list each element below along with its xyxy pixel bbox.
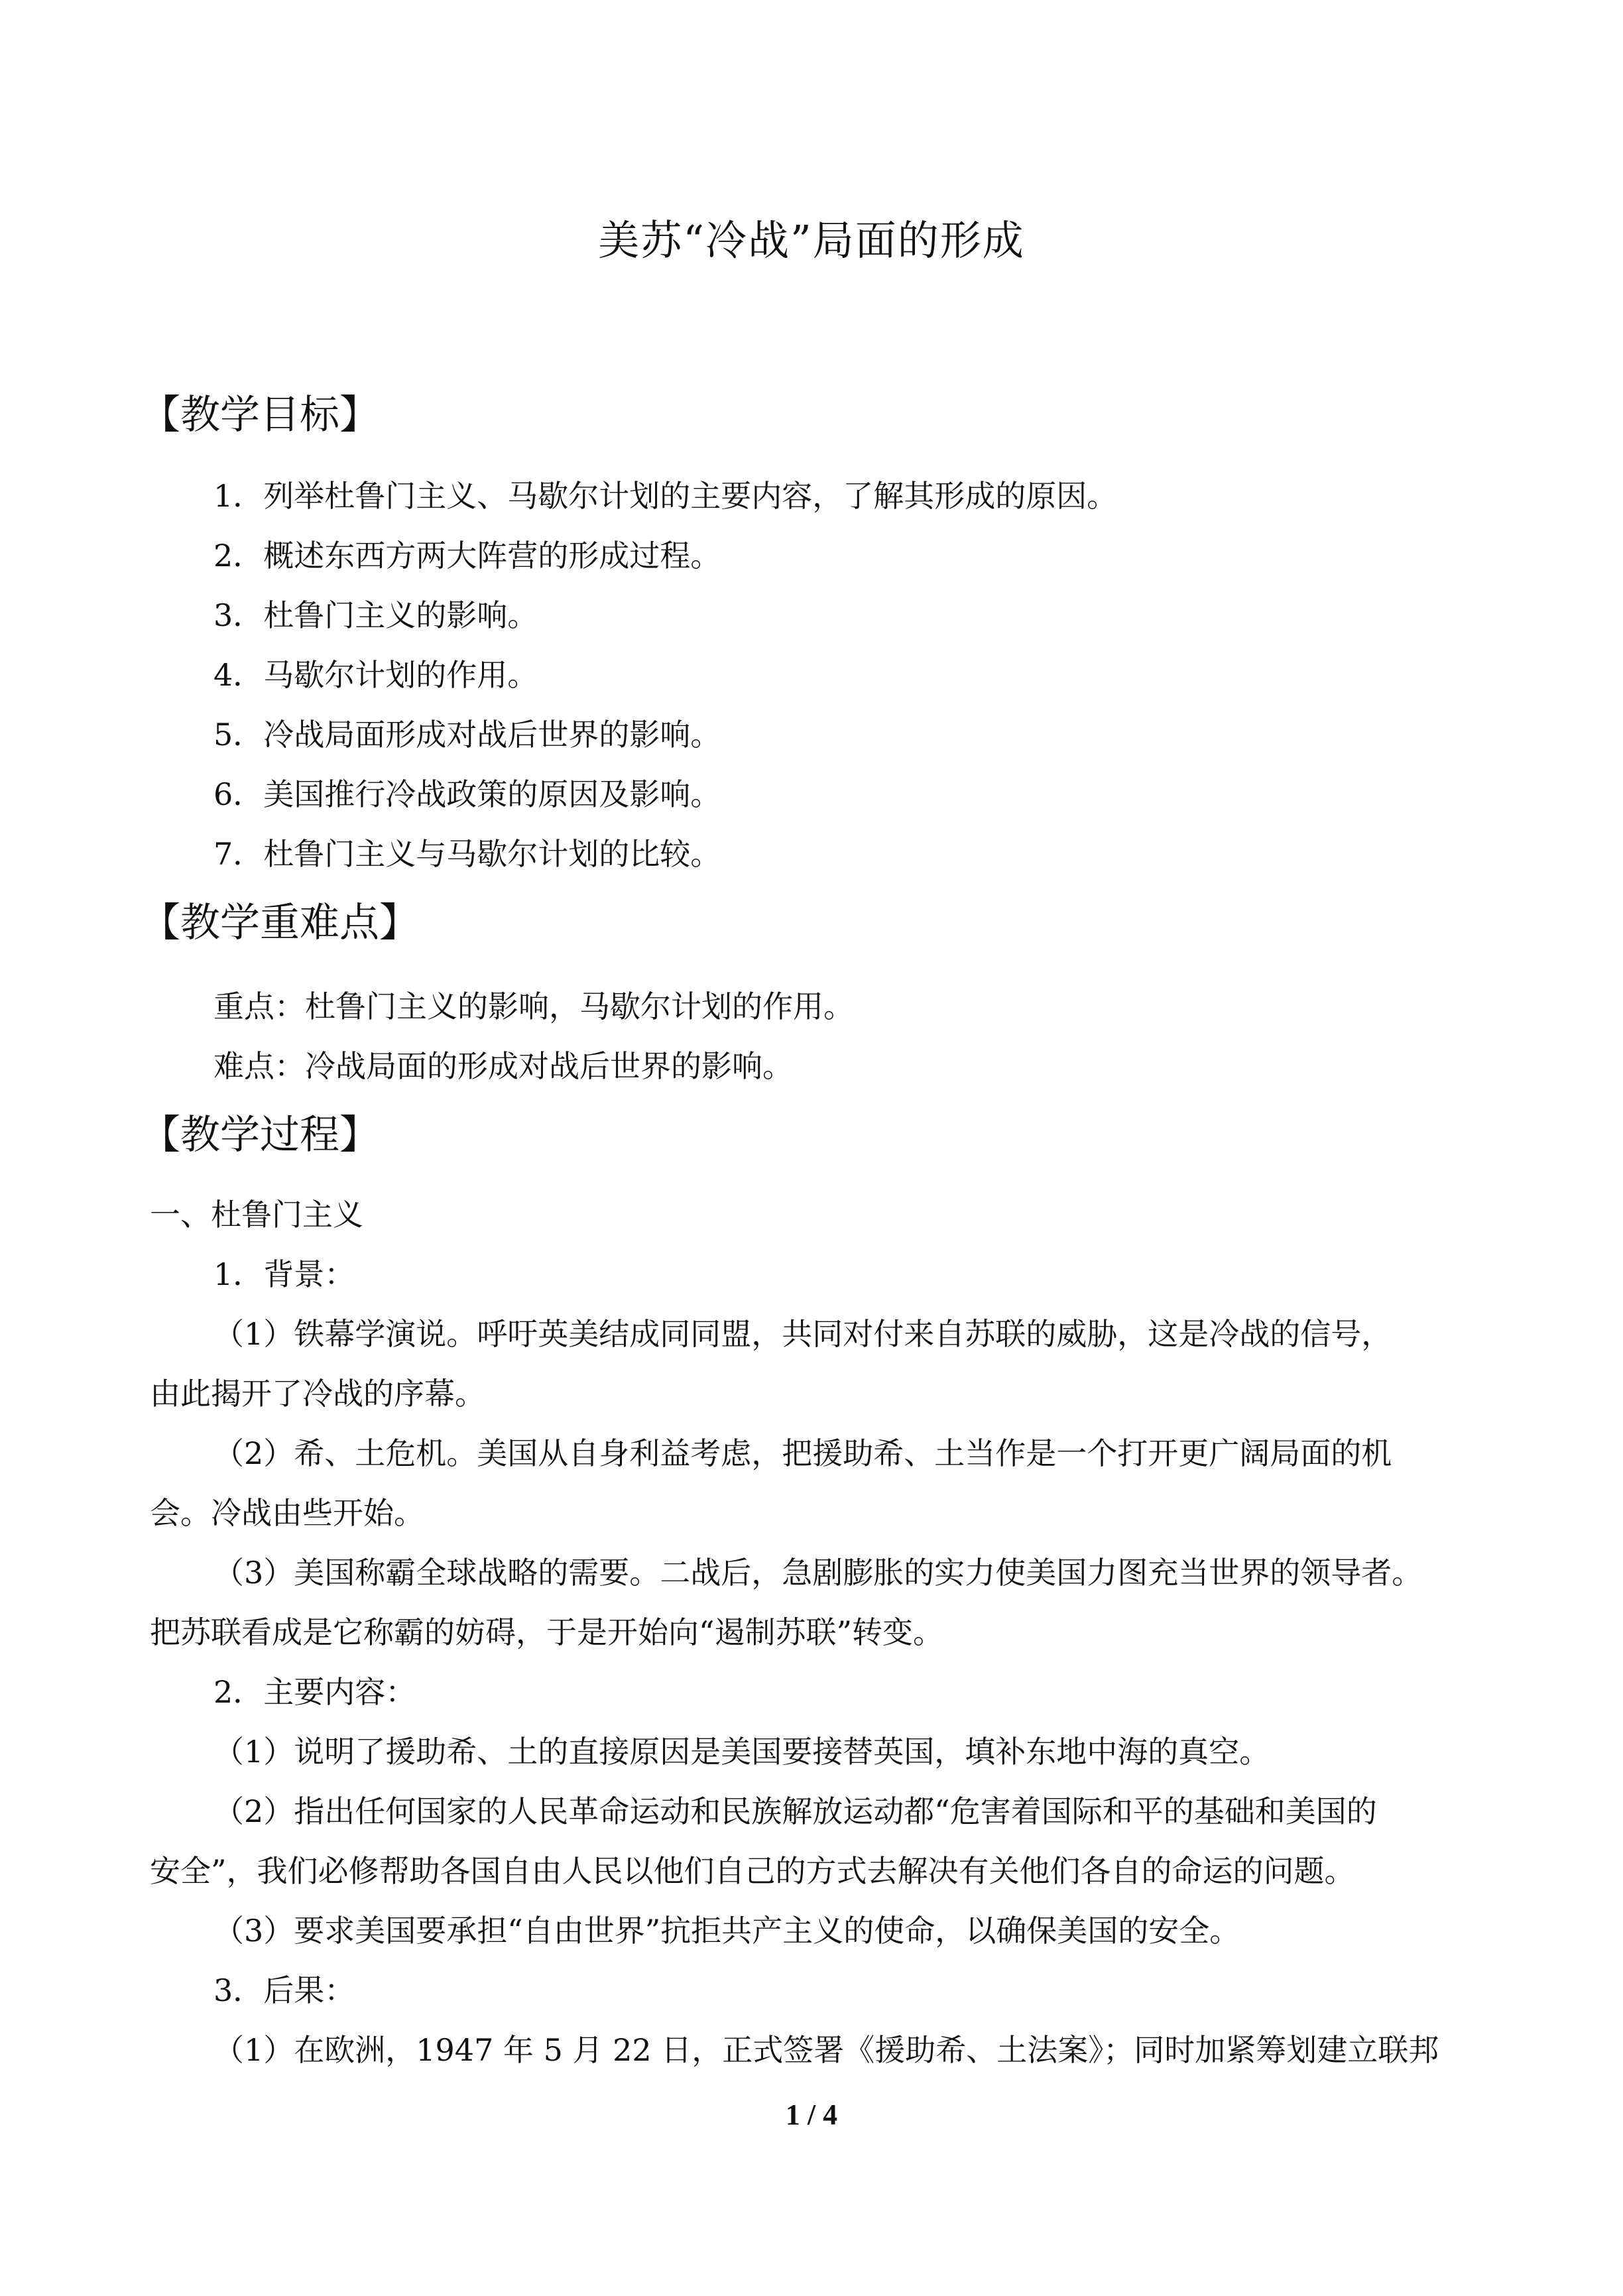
objective-item-2: 2．概述东西方两大阵营的形成过程。: [213, 538, 721, 574]
result-title: 3．后果：: [213, 1972, 355, 2008]
background-item-2-line-2: 会。冷战由些开始。: [150, 1495, 424, 1531]
objective-item-7: 7．杜鲁门主义与马歇尔计划的比较。: [213, 836, 721, 872]
objective-item-4: 4．马歇尔计划的作用。: [213, 657, 538, 693]
result-item-1-line-1: （1）在欧洲，1947 年 5 月 22 日，正式签署《援助希、土法案》；同时加紧筹划建立联邦: [213, 2032, 1439, 2068]
background-item-2-line-1: （2）希、土危机。美国从自身利益考虑，把援助希、土当作是一个打开更广阔局面的机: [213, 1435, 1392, 1471]
content-item-3: （3）要求美国要承担“自由世界”抗拒共产主义的使命，以确保美国的安全。: [213, 1913, 1240, 1949]
key-point-text: 重点：杜鲁门主义的影响，马歇尔计划的作用。: [213, 989, 854, 1024]
objective-item-1: 1．列举杜鲁门主义、马歇尔计划的主要内容，了解其形成的原因。: [213, 478, 1118, 514]
content-item-1: （1）说明了援助希、土的直接原因是美国要接替英国，填补东地中海的真空。: [213, 1734, 1270, 1770]
background-item-3-line-2: 把苏联看成是它称霸的妨碍，于是开始向“遏制苏联”转变。: [150, 1614, 944, 1650]
background-title: 1．背景：: [213, 1256, 355, 1292]
background-item-1-line-1: （1）铁幕学演说。呼吁英美结成同同盟，共同对付来自苏联的威胁，这是冷战的信号，: [213, 1316, 1392, 1352]
content-item-2-line-1: （2）指出任何国家的人民革命运动和民族解放运动都“危害着国际和平的基础和美国的: [213, 1793, 1377, 1829]
part-title-truman-doctrine: 一、杜鲁门主义: [150, 1197, 363, 1233]
content-item-2-line-2: 安全”，我们必修帮助各国自由人民以他们自己的方式去解决有关他们各自的命运的问题。: [150, 1853, 1355, 1889]
section-heading-objectives: 【教学目标】: [141, 392, 379, 438]
objective-item-6: 6．美国推行冷战政策的原因及影响。: [213, 776, 721, 812]
background-item-3-line-1: （3）美国称霸全球战略的需要。二战后，急剧膨胀的实力使美国力图充当世界的领导者。: [213, 1555, 1423, 1591]
objective-item-5: 5．冷战局面形成对战后世界的影响。: [213, 717, 721, 753]
page-number: 1 / 4: [785, 2098, 838, 2131]
section-heading-key-points: 【教学重难点】: [141, 900, 419, 946]
section-heading-process: 【教学过程】: [141, 1112, 379, 1158]
background-item-1-line-2: 由此揭开了冷战的序幕。: [150, 1376, 485, 1412]
page-title: 美苏“冷战”局面的形成: [598, 216, 1025, 265]
difficult-point-text: 难点：冷战局面的形成对战后世界的影响。: [213, 1048, 793, 1084]
content-title: 2．主要内容：: [213, 1674, 416, 1710]
objective-item-3: 3．杜鲁门主义的影响。: [213, 597, 538, 633]
